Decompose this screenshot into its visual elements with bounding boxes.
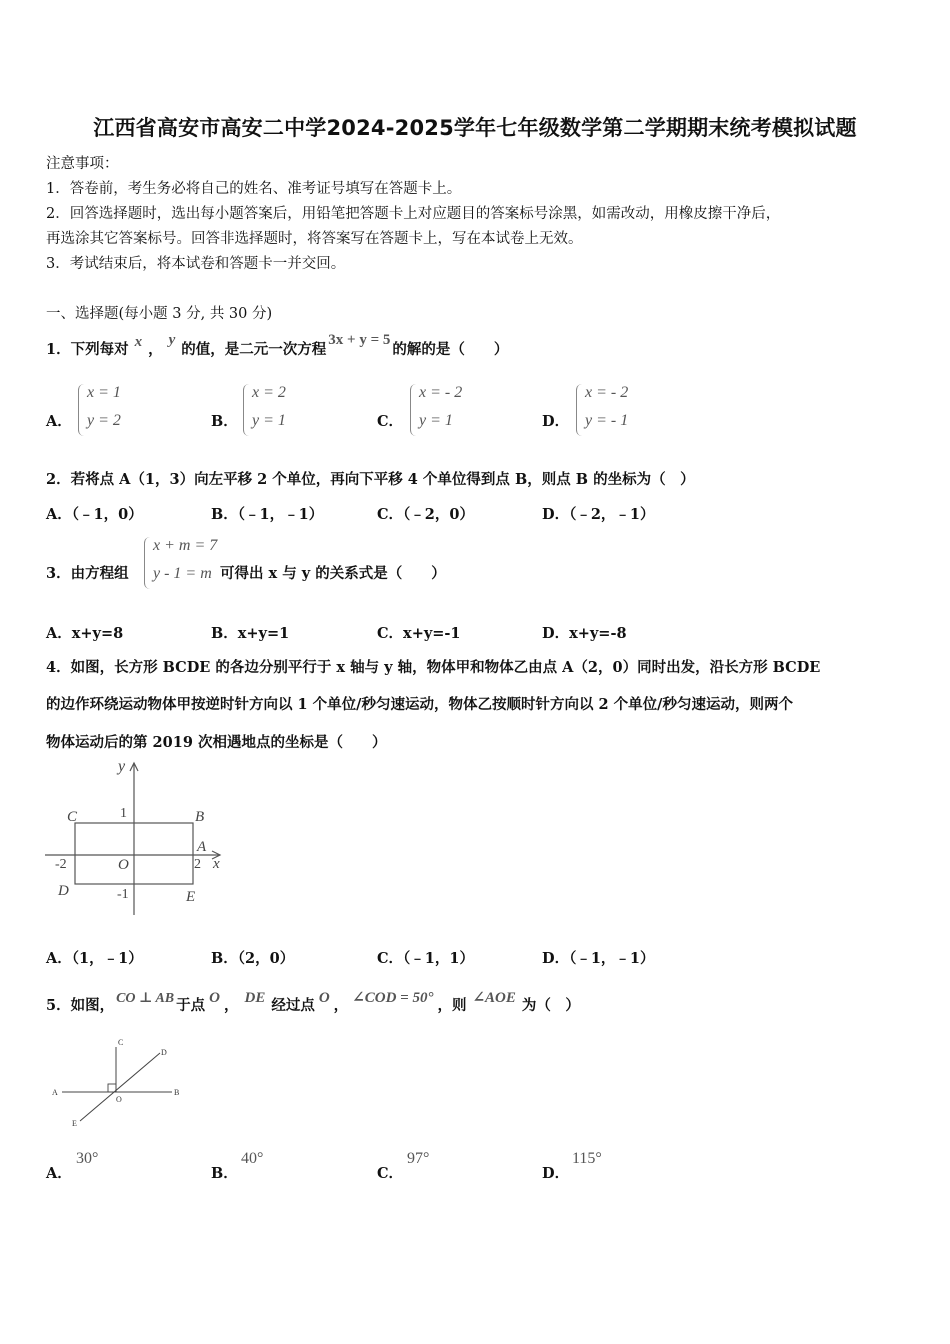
q2-option-c[interactable]: C．（﹣2，0） <box>377 506 474 523</box>
point-e-label: E <box>72 1119 77 1128</box>
notice-heading: 注意事项： <box>46 156 119 172</box>
q3-option-b[interactable]: B．x+y=1 <box>211 625 290 642</box>
brace <box>576 384 583 436</box>
tick-label: 1 <box>120 806 127 821</box>
q5-option-c-value: 97° <box>407 1150 430 1167</box>
q1-sep: ， <box>148 341 163 358</box>
point-b-label: B <box>195 809 205 825</box>
q1-mid: 的值，是二元一次方程 <box>181 341 327 358</box>
brace <box>144 537 151 589</box>
q1-var-y: y <box>168 332 176 348</box>
q4-option-c[interactable]: C．（﹣1，1） <box>377 950 474 967</box>
y-axis-label: y <box>118 758 126 775</box>
q5-option-a-value: 30° <box>76 1150 99 1167</box>
q3-option-d[interactable]: D．x+y=-8 <box>542 625 627 642</box>
q1-var-x: x <box>134 334 143 350</box>
point-o-label: O <box>116 1095 122 1104</box>
question-1 <box>46 332 509 359</box>
q1-option-a[interactable]: A． <box>46 413 72 430</box>
q1-prefix: 1．下列每对 <box>46 341 129 358</box>
tick-label: 2 <box>194 857 201 872</box>
point-b-label: B <box>174 1088 180 1097</box>
q2-option-b[interactable]: B．（﹣1，﹣1） <box>211 506 324 523</box>
q5-math: O <box>318 990 330 1006</box>
q1-option-c[interactable]: C． <box>377 413 404 430</box>
brace <box>243 384 250 436</box>
line-de <box>80 1053 160 1121</box>
brace <box>410 384 417 436</box>
q4-coordinate-figure <box>40 755 240 925</box>
q2-option-a[interactable]: A．（﹣1，0） <box>46 506 143 523</box>
q1-option-b[interactable]: B． <box>211 413 238 430</box>
q5-option-a[interactable]: A． <box>46 1165 72 1182</box>
page-title: 江西省高安市高安二中学2024-2025学年七年级数学第二学期期末统考模拟试题 <box>93 116 857 140</box>
notice-item: 再选涂其它答案标号。回答非选择题时，将答案写在答题卡上，写在本试卷上无效。 <box>46 231 583 247</box>
q5-option-b[interactable]: B． <box>211 1165 238 1182</box>
tick-label: -2 <box>55 857 67 872</box>
point-a-label: A <box>52 1088 58 1097</box>
q1-suffix: 的解的是（ ） <box>392 341 509 358</box>
section-heading: 一、选择题(每小题 3 分, 共 30 分) <box>46 306 273 322</box>
question-3-suffix: 可得出 x 与 y 的关系式是（ ） <box>220 565 446 582</box>
q5-option-b-value: 40° <box>241 1150 264 1167</box>
notice-item: 2．回答选择题时，选出每小题答案后，用铅笔把答题卡上对应题目的答案标号涂黑，如需改动，用橡皮擦干净后， <box>46 206 781 222</box>
point-d-label: D <box>58 883 69 899</box>
q1-option-d[interactable]: D． <box>542 413 570 430</box>
question-4-line: 物体运动后的第 2019 次相遇地点的坐标是（ ） <box>46 734 387 751</box>
point-d-label: D <box>161 1048 167 1057</box>
question-2: 2．若将点 A（1，3）向左平移 2 个单位，再向下平移 4 个单位得到点 B，则点 B 的坐标为（ ） <box>46 471 695 488</box>
q5-math: O <box>209 990 220 1006</box>
brace <box>78 384 85 436</box>
origin-label: O <box>118 857 129 873</box>
question-3-prefix: 3．由方程组 <box>46 565 129 582</box>
exam-page: 江西省高安市高安二中学2024-2025学年七年级数学第二学期期末统考模拟试题 注意事项： 1．答卷前，考生务必将自己的姓名、准考证号填写在答题卡上。 2．回答选择题时，选出每小题答案后，用铅笔把答题卡上对应题目的答案标号涂黑，如需改动，用橡皮擦干净后， 再选涂其它答案标号。回答非选择题时，将答案写在答题卡上，写在本试卷上无效。 3．考试结束后，将本试卷和答题卡一并交回。 一、选择题(每小题 3 分, 共 30 分) 1．下列每对 x ，y的值，是二元一次方程3x + y = 5的解的是（ ） A． x = 1 y = 2 B． x = 2 y = 1 C． x = - 2 y = 1 D． x = - 2 y = - 1 2．若将点 A（1，3）向左平移 2 个单位，再向下平移 4 个单位得到点 B，则点 B 的坐标为（ ） A．（﹣1，0） B．（﹣1，﹣1） C．（﹣2，0） D．（﹣2，﹣1） 3．由方程组 x + m = 7 y - 1 = m 可得出 x 与 y 的关系式是（ ） A．x+y=8 B．x+y=1 C．x+y=-1 D．x+y=-8 4．如图，长方形 BCDE 的各边分别平行于 x 轴与 y 轴，物体甲和物体乙由点 A（2，0）同时出发，沿长方形 BCDE 的边作环绕运动物体甲按逆时针方向以 1 个单位/秒匀速运动，物体乙按顺时针方向以 2 个单位/秒匀速运动，则两个 物体运动后的第 2019 次相遇地点的坐标是（ ） y x O C B A D E 1 -1 2 -2 A．（1，﹣1） B．（2，0） C．（﹣1，1） D．（﹣1，﹣1） 5．如图， CO ⊥ AB 于点 O ， DE 经过点 O ， ∠COD = 50° ，则 ∠AOE 为（ ） A B C D E O A． 30° B． 40° C． 97° D． 115° <box>0 0 950 1344</box>
tick-label: -1 <box>117 887 129 902</box>
question-4-line: 4．如图，长方形 BCDE 的各边分别平行于 x 轴与 y 轴，物体甲和物体乙由点 A（2，0）同时出发，沿长方形 BCDE <box>46 659 821 676</box>
point-a-label: A <box>197 839 207 855</box>
notice-item: 1．答卷前，考生务必将自己的姓名、准考证号填写在答题卡上。 <box>46 181 462 197</box>
q2-option-d[interactable]: D．（﹣2，﹣1） <box>542 506 655 523</box>
point-c-label: C <box>67 809 78 825</box>
q5-option-d-value: 115° <box>572 1150 602 1167</box>
q3-option-a[interactable]: A．x+y=8 <box>46 625 124 642</box>
q3-option-c[interactable]: C．x+y=-1 <box>377 625 461 642</box>
question-4-line: 的边作环绕运动物体甲按逆时针方向以 1 个单位/秒匀速运动，物体乙按顺时针方向以 2 个单位/秒匀速运动，则两个 <box>46 696 793 713</box>
q4-option-a[interactable]: A．（1，﹣1） <box>46 950 143 967</box>
q5-math: CO ⊥ AB <box>116 991 175 1006</box>
q5-option-c[interactable]: C． <box>377 1165 404 1182</box>
q5-math: ∠AOE <box>472 990 516 1006</box>
x-axis-label: x <box>213 856 220 872</box>
point-e-label: E <box>186 889 196 905</box>
question-5: 5．如图， CO ⊥ AB 于点 O ， DE 经过点 O ， ∠COD = 50° ，则 ∠AOE 为（ ） <box>46 990 580 1014</box>
q5-math: DE <box>244 990 266 1006</box>
q5-option-d[interactable]: D． <box>542 1165 570 1182</box>
point-c-label: C <box>118 1038 124 1047</box>
q5-math: ∠COD = 50° <box>352 990 434 1006</box>
notice-item: 3．考试结束后，将本试卷和答题卡一并交回。 <box>46 256 346 272</box>
q1-equation: 3x + y = 5 <box>328 332 391 348</box>
q5-angle-figure <box>46 1035 196 1130</box>
q4-option-b[interactable]: B．（2，0） <box>211 950 295 967</box>
q4-option-d[interactable]: D．（﹣1，﹣1） <box>542 950 655 967</box>
